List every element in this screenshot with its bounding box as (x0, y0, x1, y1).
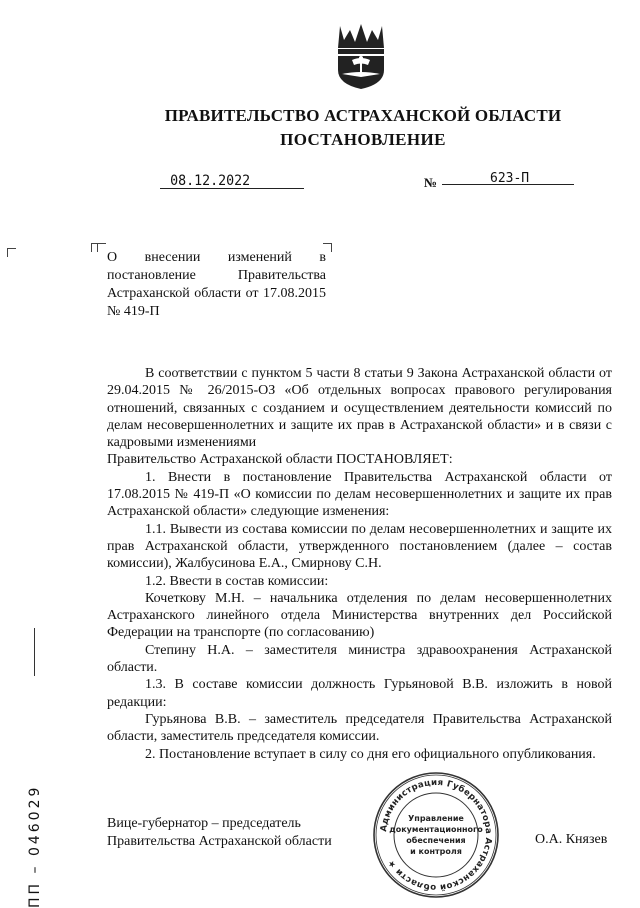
margin-mark (34, 628, 35, 676)
number-underline (442, 184, 574, 185)
body-paragraph: Степину Н.А. – заместителя министра здравоохранения Астраханской области. (107, 642, 612, 676)
doc-body (107, 365, 612, 763)
svg-text:Администрация Губернатора Астр: Администрация Губернатора Астраханской области ★ (379, 777, 494, 893)
signatory-title (107, 815, 332, 851)
signatory-title-line: Вице-губернатор – председатель (107, 816, 301, 831)
body-paragraph: Кочеткову М.Н. – начальника отделения по делам несовершеннолетних Астраханского линейного отдела Министерства внутренних дел Российской Федерации на транспорте (по согласованию) (107, 590, 612, 641)
svg-text:Управление: Управление (408, 814, 464, 823)
svg-text:документационного: документационного (389, 825, 483, 834)
body-paragraph: 1.1. Вывести из состава комиссии по делам несовершеннолетних и защите их прав Астраханской области, утвержденного постановлением (далее – состав комиссии), Жалбусинова Е.А., Смирнову С.Н. (107, 521, 612, 572)
signatory-name: О.А. Князев (535, 832, 608, 847)
signatory-title-line: Правительства Астраханской области (107, 834, 332, 849)
body-paragraph: Правительство Астраханской области ПОСТАНОВЛЯЕТ: (107, 452, 453, 468)
number-sign: № (424, 175, 438, 190)
doc-number: 623-П (490, 171, 530, 186)
official-stamp (372, 771, 500, 899)
org-title: ПРАВИТЕЛЬСТВО АСТРАХАНСКОЙ ОБЛАСТИ (164, 106, 562, 125)
body-paragraph: 1.2. Ввести в состав комиссии: (145, 573, 329, 589)
date-underline (160, 188, 304, 189)
body-paragraph: 1.3. В составе комиссии должность Гурьяновой В.В. изложить в новой редакции: (107, 677, 612, 710)
doc-type-title: ПОСТАНОВЛЕНИЕ (280, 130, 446, 149)
doc-date: 08.12.2022 (170, 173, 251, 189)
form-serial-number: ПП – 046029 (27, 784, 43, 908)
corner-mark (7, 248, 16, 257)
doc-subject: О внесении изменений в постановление Правительства Астраханской области от 17.08.2015 № 419-П (107, 250, 326, 319)
body-paragraph: 2. Постановление вступает в силу со дня его официального опубликования. (145, 746, 596, 762)
body-paragraph: В соответствии с пунктом 5 части 8 статьи 9 Закона Астраханской области от 29.04.2015 № 26/2015-ОЗ «Об отдельных вопросах правового регулирования отношений, связанных с созданием и осуществлением деятельности комиссий по делам несовершеннолетних и защите их прав в Астраханской области» и в связи с кадровыми изменениями (107, 366, 612, 451)
corner-mark (97, 243, 106, 252)
body-paragraph: 1. Внести в постановление Правительства Астраханской области от 17.08.2015 № 419-П «О комиссии по делам несовершеннолетних и защите их прав Астраханской области» следующие изменения: (107, 469, 612, 520)
coat-of-arms-emblem (330, 18, 392, 90)
body-paragraph: Гурьянова В.В. – заместитель председателя Правительства Астраханской области, заместитель председателя комиссии. (107, 711, 612, 745)
svg-text:и контроля: и контроля (410, 847, 462, 856)
svg-text:обеспечения: обеспечения (406, 836, 466, 845)
